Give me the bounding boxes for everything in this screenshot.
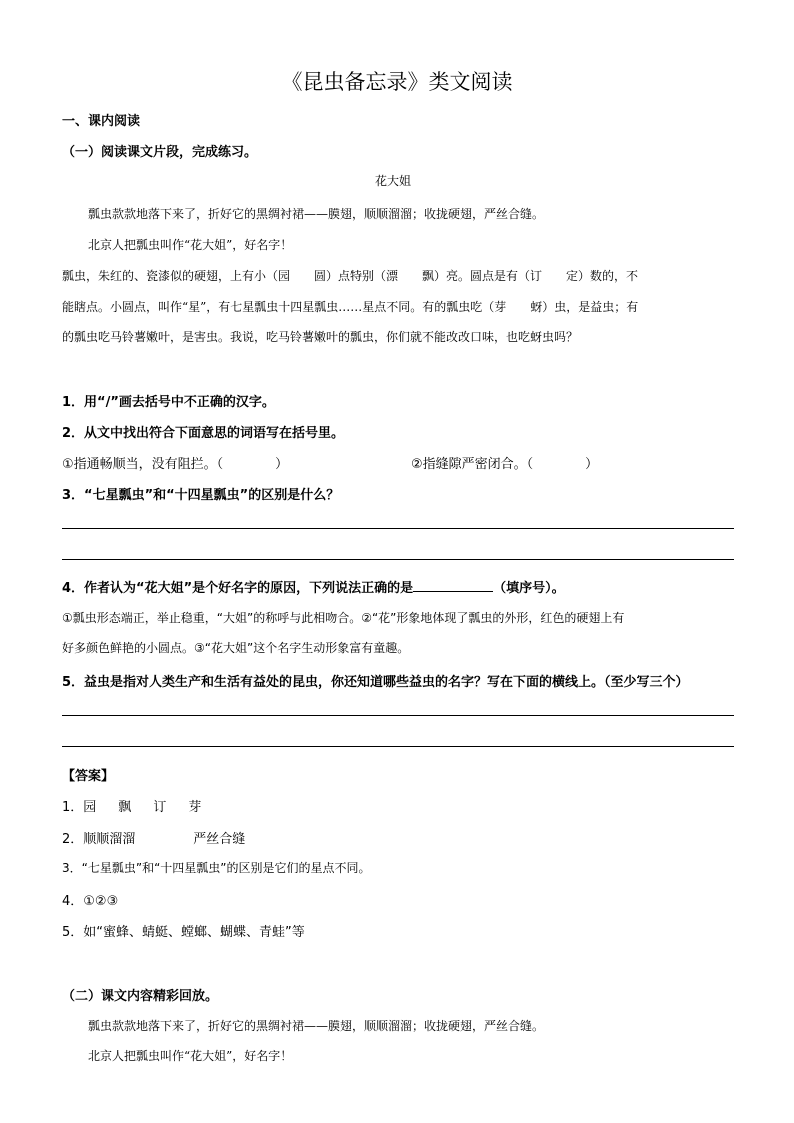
question-4-suffix: （填序号）。: [493, 581, 565, 596]
page-title: 《昆虫备忘录》类文阅读: [281, 70, 513, 94]
answer-number: 1．: [62, 800, 84, 815]
answer-line[interactable]: [62, 746, 734, 747]
answer-1: [62, 796, 201, 815]
answer-word: 严丝合缝: [193, 832, 246, 847]
answer-4: 4．①②③: [62, 894, 119, 909]
passage2-paragraph-2: 北京人把瓢虫叫作“花大姐”，好名字！: [88, 1049, 293, 1063]
question-2-item-a: ①指通畅顺当，没有阻拦。（ ）: [62, 457, 289, 472]
answer-3: 3．“七星瓢虫”和“十四星瓢虫”的区别是它们的星点不同。: [62, 861, 371, 875]
question-4-text: 4．作者认为“花大姐”是个好名字的原因，下列说法正确的是: [62, 581, 414, 596]
question-1: 1．用“/”画去括号中不正确的汉字。: [62, 395, 275, 410]
answer-word: 园: [83, 800, 97, 815]
answer-word: 顺顺溜溜: [83, 832, 136, 847]
answer-word: 订: [153, 800, 167, 815]
section-heading-1: 一、课内阅读: [62, 114, 141, 129]
answer-word: 飘: [118, 800, 132, 815]
passage-paragraph-3-line-2: 能瞎点。小圆点，叫作“星”，有七星瓢虫十四星瓢虫……星点不同。有的瓢虫吃（芽 蚜）虫，是益虫；有: [62, 300, 639, 314]
answer-label: 【答案】: [62, 769, 115, 784]
subsection-heading-1: （一）阅读课文片段，完成练习。: [62, 145, 258, 160]
answer-2: [62, 828, 245, 847]
question-4: [62, 577, 565, 596]
answer-word: 芽: [188, 800, 202, 815]
answer-line[interactable]: [62, 715, 734, 716]
passage-heading: 花大姐: [375, 174, 412, 188]
question-3: 3．“七星瓢虫”和“十四星瓢虫”的区别是什么？: [62, 488, 340, 503]
question-5: 5．益虫是指对人类生产和生活有益处的昆虫，你还知道哪些益虫的名字？写在下面的横线上。（至少写三个）: [62, 675, 689, 690]
passage-paragraph-3-line-1: 瓢虫，朱红的、瓷漆似的硬翅，上有小（园 圆）点特别（漂 飘）亮。圆点是有（订 定）数的，不: [62, 269, 639, 283]
fill-blank[interactable]: [413, 579, 493, 592]
question-4-options-line-1: ①瓢虫形态端正，举止稳重，“大姐”的称呼与此相吻合。②“花”形象地体现了瓢虫的外形，红色的硬翅上有: [62, 611, 625, 625]
question-4-options-line-2: 好多颜色鲜艳的小圆点。③“花大姐”这个名字生动形象富有童趣。: [62, 641, 410, 655]
question-2-item-b: ②指缝隙严密闭合。（ ）: [411, 457, 599, 472]
subsection-heading-2: （二）课文内容精彩回放。: [62, 989, 219, 1004]
passage-paragraph-3-line-3: 的瓢虫吃马铃薯嫩叶，是害虫。我说，吃马铃薯嫩叶的瓢虫，你们就不能改改口味，也吃蚜虫吗？: [62, 330, 579, 344]
answer-number: 2．: [62, 832, 84, 847]
passage-paragraph-2: 北京人把瓢虫叫作“花大姐”，好名字！: [88, 238, 293, 252]
answer-line[interactable]: [62, 528, 734, 529]
passage-paragraph-1: 瓢虫款款地落下来了，折好它的黑绸衬裙——膜翅，顺顺溜溜；收拢硬翅，严丝合缝。: [88, 207, 545, 221]
question-2: 2．从文中找出符合下面意思的词语写在括号里。: [62, 426, 345, 441]
passage2-paragraph-1: 瓢虫款款地落下来了，折好它的黑绸衬裙——膜翅，顺顺溜溜；收拢硬翅，严丝合缝。: [88, 1019, 545, 1033]
answer-line[interactable]: [62, 559, 734, 560]
answer-5: 5．如“蜜蜂、蜻蜓、螳螂、蝴蝶、青蛙”等: [62, 925, 305, 940]
